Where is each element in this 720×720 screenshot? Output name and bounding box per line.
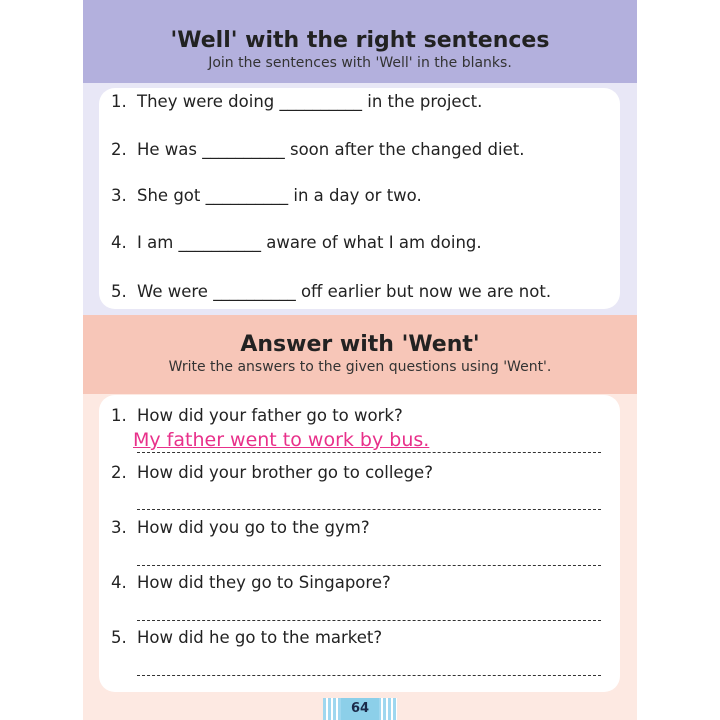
sample-answer-text: My father went to work by bus.	[133, 429, 430, 451]
section-well-instruction: Join the sentences with 'Well' in the blanks.	[208, 55, 512, 71]
worksheet-page	[83, 0, 637, 720]
item-number: 4.	[111, 233, 127, 252]
item-number: 2.	[111, 463, 127, 482]
went-question-5	[111, 628, 621, 647]
sentence-text: We were __________ off earlier but now we are not.	[137, 282, 552, 301]
question-text: How did they go to Singapore?	[137, 573, 391, 592]
sentence-text: They were doing __________ in the project.	[137, 92, 483, 111]
item-number: 5.	[111, 628, 127, 647]
answer-line-4[interactable]	[137, 620, 601, 621]
item-number: 4.	[111, 573, 127, 592]
well-sentence-1	[111, 92, 621, 111]
item-number: 3.	[111, 518, 127, 537]
item-number: 1.	[111, 92, 127, 111]
well-sentence-2	[111, 140, 621, 159]
section-went-instruction: Write the answers to the given questions using 'Went'.	[168, 359, 552, 375]
question-text: How did you go to the gym?	[137, 518, 370, 537]
went-question-4	[111, 573, 621, 592]
question-text: How did your brother go to college?	[137, 463, 433, 482]
answer-line-1[interactable]	[137, 452, 601, 453]
item-number: 5.	[111, 282, 127, 301]
answer-line-2[interactable]	[137, 509, 601, 510]
sentence-text: He was __________ soon after the changed diet.	[137, 140, 525, 159]
answer-line-3[interactable]	[137, 565, 601, 566]
went-question-1	[111, 406, 621, 425]
sentence-text: I am __________ aware of what I am doing.	[137, 233, 482, 252]
item-number: 3.	[111, 186, 127, 205]
went-question-3	[111, 518, 621, 537]
item-number: 2.	[111, 140, 127, 159]
page-number: 64	[341, 698, 379, 720]
well-sentence-4	[111, 233, 621, 252]
section-went-title: Answer with 'Went'	[240, 332, 480, 357]
question-text: How did your father go to work?	[137, 406, 403, 425]
section-well-title: 'Well' with the right sentences	[170, 28, 550, 53]
sentence-text: She got __________ in a day or two.	[137, 186, 422, 205]
well-sentence-5	[111, 282, 621, 301]
answer-line-5[interactable]	[137, 675, 601, 676]
went-question-2	[111, 463, 621, 482]
question-text: How did he go to the market?	[137, 628, 383, 647]
item-number: 1.	[111, 406, 127, 425]
well-sentence-3	[111, 186, 621, 205]
